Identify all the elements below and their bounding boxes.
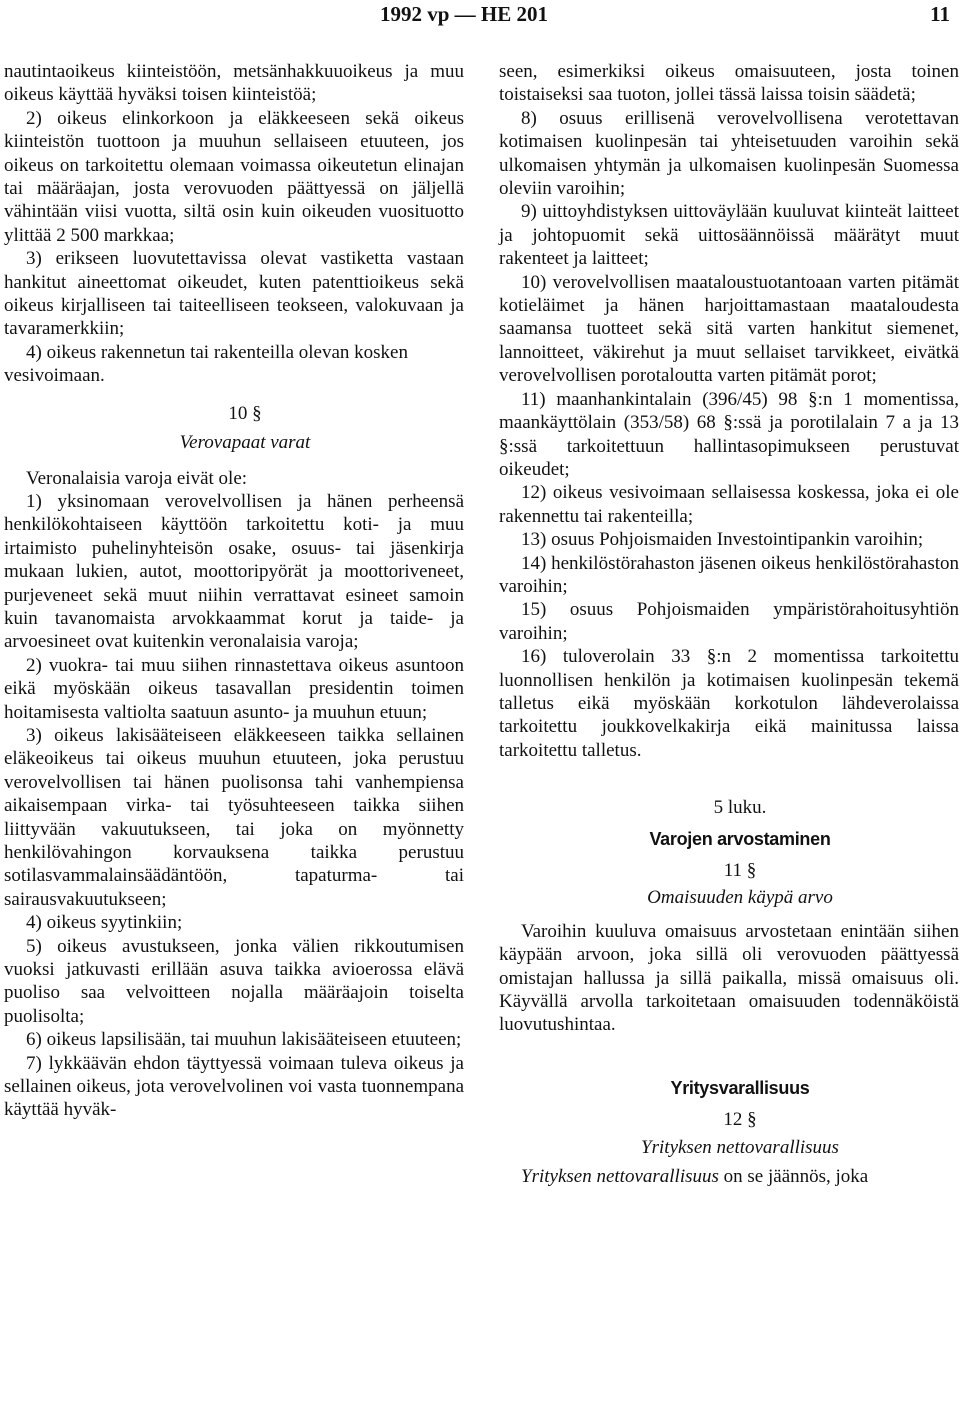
list-item: 4) oikeus syytinkiin;: [26, 912, 183, 934]
list-item: 10) verovelvollisen maataloustuotantoaan varten pitämät kotieläimet ja hänen harjoittamastaan maataloudesta saamansa tuotteet sekä sitä varten hankitut siemenet, lannoitteet, väkirehut ja muut sellaiset tarvikkeet, eivätkä verovelvollisen porotaloutta varten pitämät porot;: [499, 271, 959, 387]
list-item: 3) oikeus lakisääteiseen eläkkeeseen taikka sellainen eläkeoikeus tai oikeus muuhun etuuteen, joka perustuu verovelvollisen tai hänen puolisonsa tahi vanhempiensa aikaisempaan virka- tai työsuhteeseen taikka siihen liittyvään vakuutukseen, tai joka on myönnetty henkilövahingon korvauksena taikka perustuu sotilasvammalainsäädäntöön, tapaturma- tai sairausvakuutukseen;: [4, 724, 464, 910]
list-item: 12) oikeus vesivoimaan sellaisessa koskessa, joka ei ole rakennettu tai rakenteilla;: [499, 482, 959, 527]
list-item: 8) osuus erillisenä verovelvollisena verotettavan kotimaisen kuolinpesän tai yhteisetuuden varoihin sekä ulkomaisen yhtymän ja ulkomaisen kuolinpesän Suomessa oleviin varoihin;: [499, 107, 959, 200]
section-number: 11 §: [723, 860, 757, 881]
list-item: 7) lykkäävän ehdon täyttyessä voimaan tuleva oikeus ja sellainen oikeus, jota verovelvolinen voi vasta tuonnempana käyttää hyväk-: [4, 1052, 464, 1121]
defined-term: Yrityksen nettovarallisuus: [521, 1166, 719, 1188]
paragraph-text: on se jäännös, joka: [718, 1166, 869, 1188]
paragraph: 4) oikeus rakennetun tai rakenteilla olevan kosken vesivoimaan.: [4, 341, 408, 387]
list-item: 6) oikeus lapsilisään, tai muuhun lakisääteiseen etuuteen;: [26, 1029, 462, 1051]
list-item: 2) vuokra- tai muu siihen rinnastettava oikeus asuntoon eikä myöskään oikeus tasavallan presidentin toimen hoitamisesta valtiolta saatuun asunto- ja muuhun etuun;: [4, 654, 464, 723]
list-item: 9) uittoyhdistyksen uittoväylään kuuluvat kiinteät laitteet ja johtopuomit sekä uittosäännöissä määrätyt muut rakenteet ja laitteet;: [499, 201, 959, 270]
section-number: 12 §: [723, 1109, 757, 1131]
page-header: [0, 2, 960, 32]
subheading: Yritysvarallisuus: [670, 1077, 810, 1098]
list-item: 16) tuloverolain 33 §:n 2 momentissa tarkoitettu luonnollisen henkilön ja kotimaisen kuolinpesän tekemä talletus eikä myöskään korkotulon lähdeverolaissa tarkoitettu joukkovelkakirja eikä mainitussa laissa tarkoitettu talletus.: [499, 646, 959, 761]
section-title: Yrityksen nettovarallisuus: [641, 1136, 839, 1158]
paragraph: seen, esimerkiksi oikeus omaisuuteen, josta toinen toistaiseksi saa tuoton, jollei tässä laissa toisin säädetä;: [499, 61, 959, 106]
paragraph: 3) erikseen luovutettavissa olevat vastiketta vastaan hankitut aineettomat oikeudet, kuten patenttioikeus sekä oikeus kirjalliseen tai taiteelliseen teokseen, valokuvaan ja tavaramerkkiin;: [4, 248, 464, 340]
paragraph: 2) oikeus elinkorkoon ja eläkkeeseen sekä oikeus kiinteistön tuottoon ja muuhun sellaiseen etuuteen, jos oikeus on tarkoitettu olemaan voimassa oikeutetun elinajan tai määräajan, josta verovuoden päättyessä on jäljellä vähintään viisi vuotta, siltä osin kuin oikeuden vuosituotto ylittää 2 500 markkaa;: [4, 107, 464, 246]
section-title: Omaisuuden käypä arvo: [647, 887, 833, 909]
paragraph: Varoihin kuuluva omaisuus arvostetaan enintään siihen käypään arvoon, joka sillä oli verovuoden päättyessä omistajan hallussa ja sillä paikalla, missä omaisuus oli. Käyvällä arvolla tarkoitetaan omaisuuden todennäköistä luovutushintaa.: [499, 920, 959, 1036]
paragraph: [499, 1165, 959, 1188]
list-item: 13) osuus Pohjoismaiden Investointipankin varoihin;: [521, 529, 924, 551]
list-item: 11) maanhankintalain (396/45) 98 §:n 1 momentissa, maankäyttölain (353/58) 68 §:ssä ja porotilalain 7 a ja 13 §:ssä tarkoitettuun hallintasopimukseen perustuvat oikeudet;: [499, 388, 959, 480]
paragraph: nautintaoikeus kiinteistöön, metsänhakkuuoikeus ja muu oikeus käyttää hyväksi toisen kiinteistöä;: [4, 61, 464, 106]
document-reference: 1992 vp — HE 201: [380, 2, 549, 26]
chapter-title: Varojen arvostaminen: [649, 828, 831, 849]
list-item: 14) henkilöstörahaston jäsenen oikeus henkilöstörahaston varoihin;: [499, 552, 959, 597]
section-title: Verovapaat varat: [179, 432, 311, 454]
list-item: 15) osuus Pohjoismaiden ympäristörahoitusyhtiön varoihin;: [499, 599, 959, 644]
left-column: [4, 60, 464, 1122]
paragraph: Veronalaisia varoja eivät ole:: [26, 467, 248, 489]
page-number: 11: [930, 2, 950, 26]
list-item: 5) oikeus avustukseen, jonka välien rikkoutumisen vuoksi jatkuvasti erillään asuva taikka avioerossa elävä puoliso saa velvoitteen nojalla määräajoin toiselta puolisolta;: [4, 935, 464, 1027]
right-column: [499, 60, 959, 1188]
chapter-number: 5 luku.: [713, 797, 767, 819]
list-item: 1) yksinomaan verovelvollisen ja hänen perheensä henkilökohtaiseen käyttöön tarkoitettu koti- ja muu irtaimisto puhelinyhteisön osake, osuus- tai jäsenkirja mukaan lukien, autot, moottoripyörät ja moottoriveneet, purjeveneet sekä muut niihin verrattavat esineet samoin kuin tavanomaista arvokkaammat korut ja taide- ja arvoesineet ovat kuitenkin veronalaisia varoja;: [4, 490, 464, 653]
section-number: 10 §: [228, 402, 262, 424]
